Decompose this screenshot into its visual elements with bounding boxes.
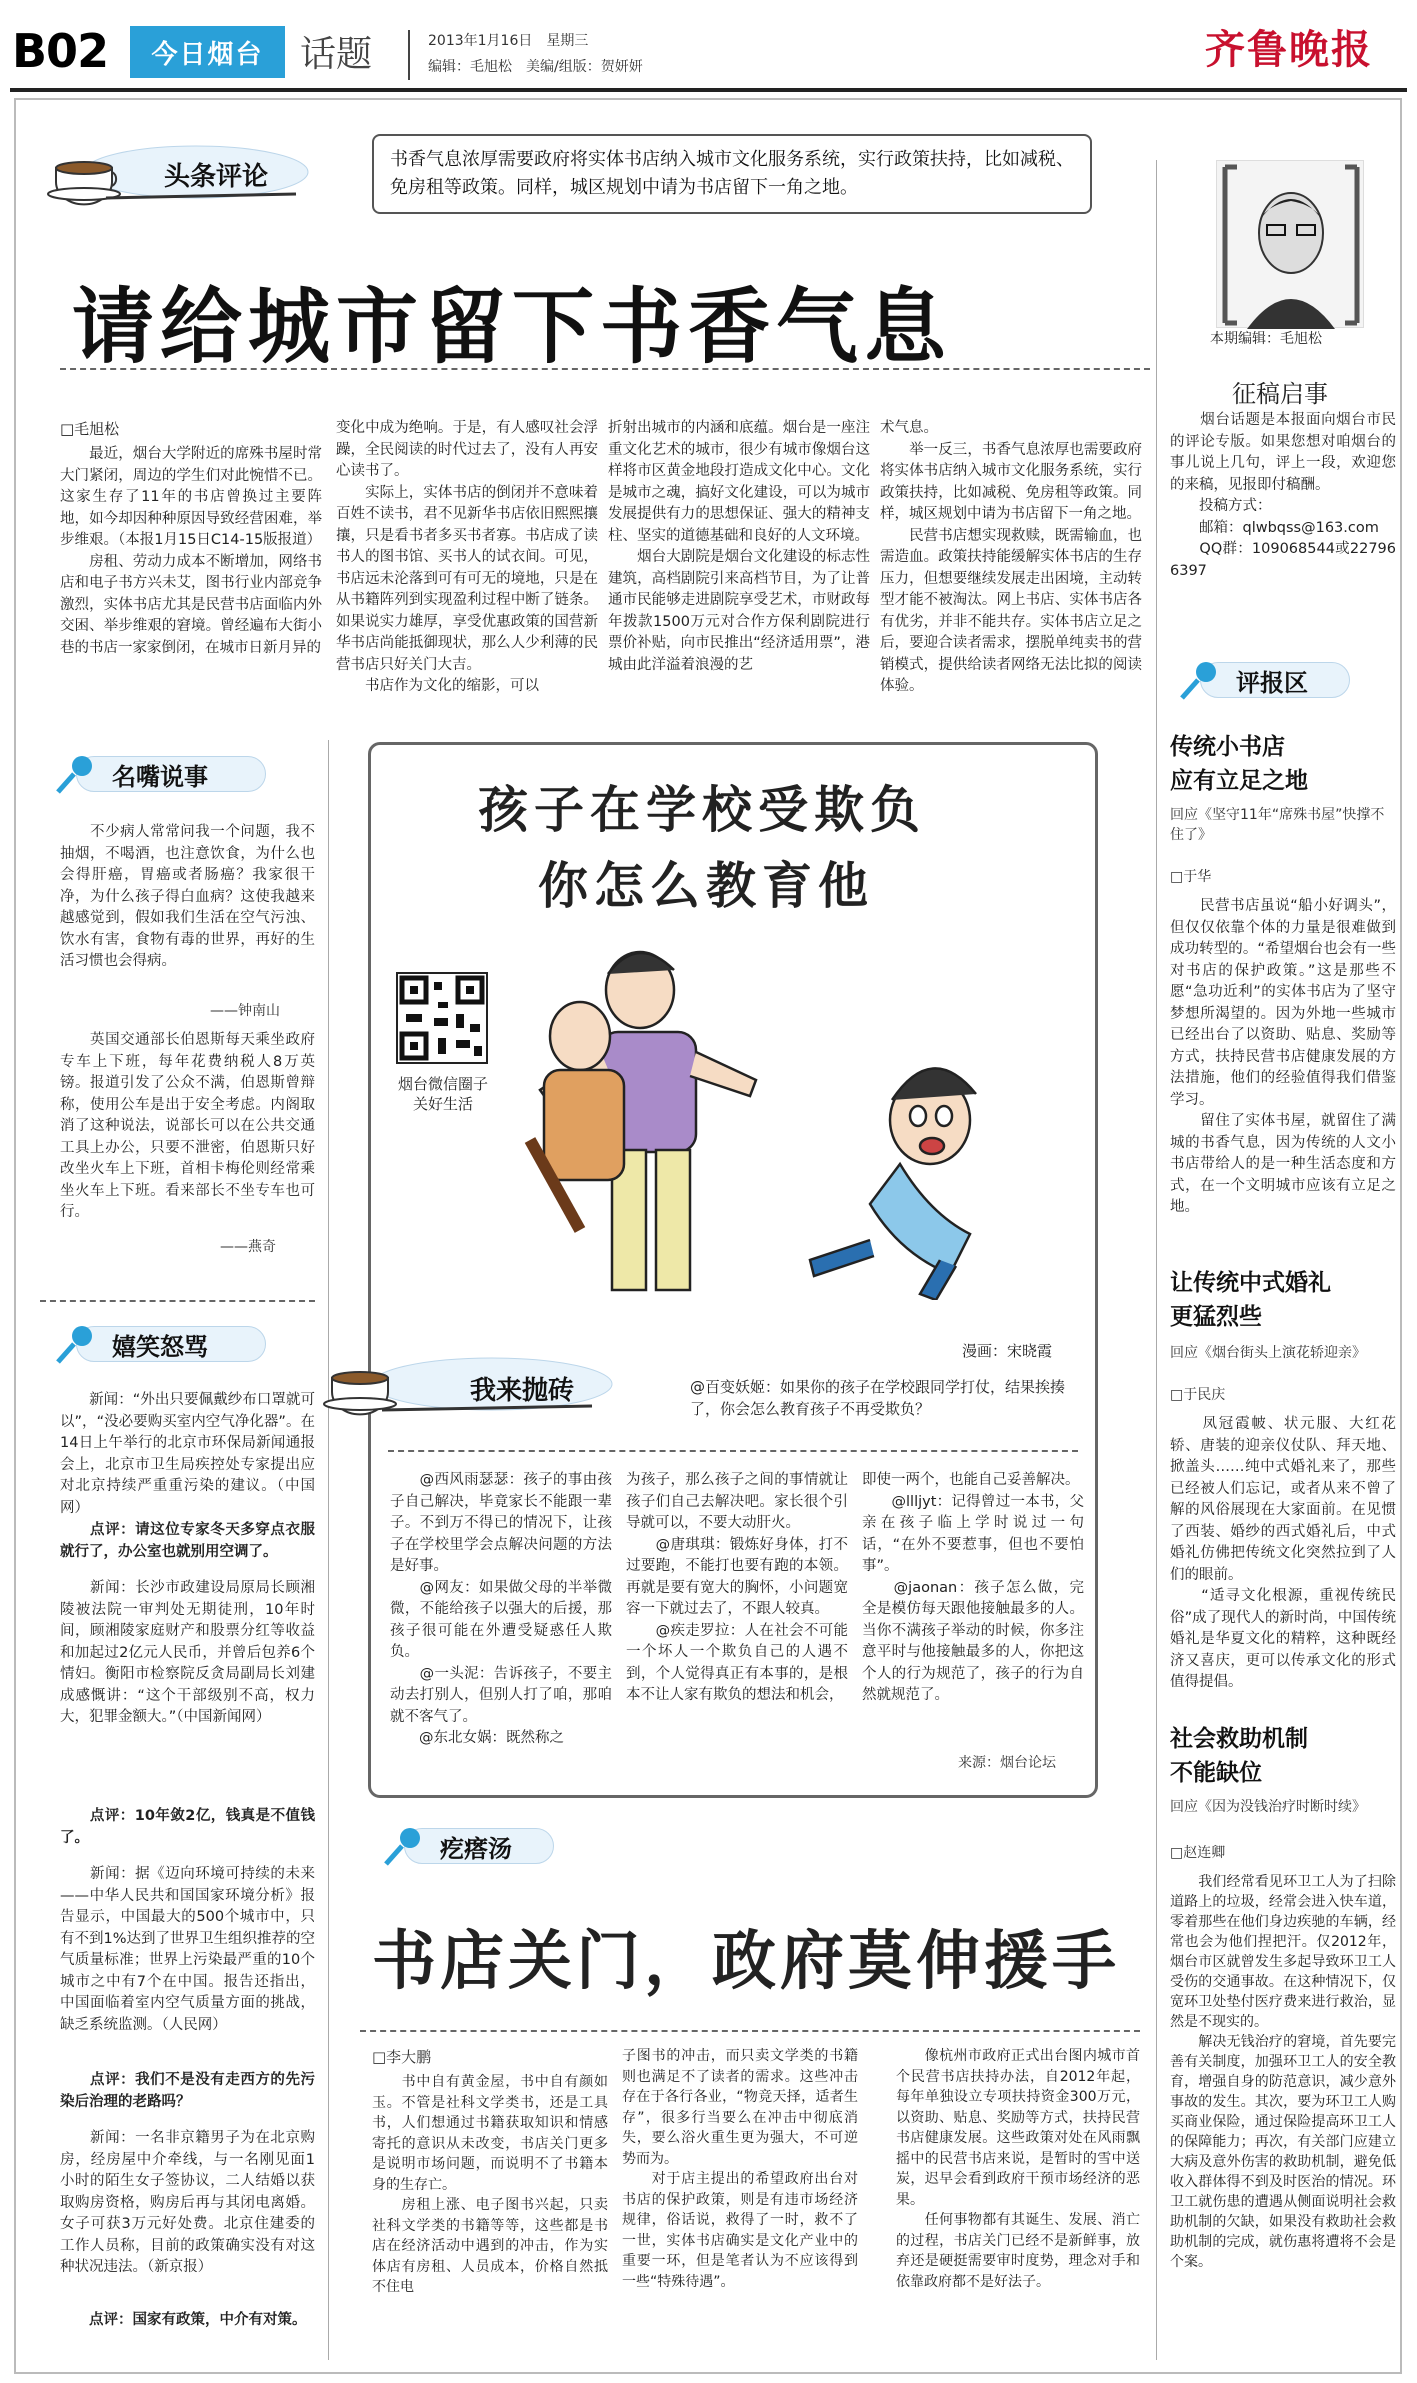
review-body-1: 民营书店虽说“船小好调头”，但仅仅依靠个体的力量是很难做到成功转型的。“希望烟台也会有一些对书店的保护政策。”这是那些不愿“急功近利”的实体书店为了坚守梦想所渴望的。因为外地一些城市已经出台了以资助、贴息、奖励等方式，扶持民营书店健康发展的方法措施，他们的经验值得我们借鉴学习。 留住了实体书屋，就留住了满城的书香气息，因为传统的人文小书店带给人的是一种生活态度和方式，在一个文明城市应该有立足之地。 [1170,898,1396,1215]
bottom-column-2: 子图书的冲击，而只卖文学类的书籍则也满足不了读者的需求。这些冲击存在于各行各业，“物竞天择，适者生存”，很多行当要么在冲击中彻底消失，要么浴火重生更为强大，不可逆势而为。 对于店主提出的希望政府出台对书店的保护政策，则是有违市场经济规律，俗话说，救得了一时，救不了一世，实体书店确实是文化产业中的重要一环，但是笔者认为不应该得到一些“特殊待遇”。 [622,2048,858,2290]
newspaper-logo: 齐鲁晚报 [1205,26,1373,73]
review-title-1: 传统小书店 应有立足之地 [1170,734,1308,794]
feature-title-line-2: 你怎么教育他 [538,857,874,915]
review-title-3: 社会救助机制 不能缺位 [1170,1726,1308,1786]
lead-badge-label: 头条评论 [164,162,269,192]
microphone-icon [52,752,96,796]
bottom-headline: 书店关门，政府莫伸援手 [372,1925,1120,1999]
bottom-column-1: 书中自有黄金屋，书中自有颜如玉。不管是社科文学类书，还是工具书，人们想通过书籍获取知识和情感寄托的意识从未改变，书店关门更多是说明市场问题，而说明不了书籍本身的生存亡。 房租上涨、电子图书兴起，只卖社科文学类的书籍等等，这些都是书店在经济活动中遇到的冲击，作为实体店有房租、人员成本，价格自然抵不住电 [372,2074,608,2295]
throw-badge [322,1340,622,1430]
editor-label: 本期编辑：毛旭松 [1210,331,1322,347]
qr-caption: 烟台微信圈子 关好生活 [397,1075,488,1113]
microphone-icon [380,1824,424,1868]
gossip-item-2: 英国交通部长伯恩斯每天乘坐政府专车上下班，每年花费纳税人8万英镑。报道引发了公众不满，伯恩斯曾辩称，使用公车是出于安全考虑。内阁取消了这种说法，说部长可以在公共交通工具上办公，只要不泄密，伯恩斯只好改坐火车上下班，首相卡梅伦则经常乘坐火车上下班。看来部长不坐专车也可行。 [60,1032,315,1220]
cartoon-credit: 漫画：宋晓霞 [962,1342,1053,1360]
lead-headline: 请给城市留下书香气息 [72,280,953,375]
gossip-badge [52,752,208,796]
header-divider [408,30,410,80]
laugh-news-3: 新闻：据《迈向环境可持续的未来——中华人民共和国国家环境分析》报告显示，中国最大的500个城市中，只有不到1%达到了世界卫生组织推荐的空气质量标准；世界上污染最严重的10个城市之中有7个在中国。报告还指出，中国面临着室内空气质量方面的挑战，缺乏系统监测。（人民网） [60,1866,316,2033]
dashed-rule [60,368,1150,370]
section-tab[interactable]: 今日烟台 [130,26,285,78]
review-author-1: □于华 [1170,869,1212,885]
qr-code[interactable] [396,972,488,1064]
issue-credits: 编辑：毛旭松 美编/组版：贺妍妍 [428,59,643,75]
feature-title-line-1: 孩子在学校受欺负 [478,781,926,839]
dashed-rule [388,1450,1078,1452]
throw-badge-label: 我来抛砖 [470,1376,575,1406]
dashed-rule [360,2030,1140,2032]
ulcer-badge [380,1824,512,1868]
notice-body: 烟台话题是本报面向烟台市民的评论专版。如果您想对咱烟台的事儿说上几句，评上一段，欢迎您的来稿，见报即付稿酬。 投稿方式： 邮箱：qlwbqss@163.com QQ群：109068544或227966397 [1170,412,1396,579]
notice-title: 征稿启事 [1232,380,1328,408]
review-title-2: 让传统中式婚礼 更猛烈些 [1170,1270,1331,1330]
bottom-column-3: 像杭州市政府正式出台图内城市首个民营书店扶持办法，自2012年起，每年单独设立专项扶持资金300万元，以资助、贴息、奖励等方式，扶持民营书店健康发展。这些政策对处在风雨飘摇中的民营书店来说，是暂时的雪中送炭，迟早会看到政府干预市场经济的恶果。 任何事物都有其诞生、发展、消亡的过程，书店关门已经不是新鲜事，放弃还是硬挺需要审时度势，理念对手和依靠政府都不是好法子。 [896,2048,1140,2290]
review-body-2: 凤冠霞帔、状元服、大红花轿、唐装的迎亲仪仗队、拜天地、掀盖头……纯中式婚礼来了，那些已经被人们忘记，或者从来不曾了解的风俗展现在大家面前。在见惯了西装、婚纱的西式婚礼后，中式婚礼仿佛把传统文化突然拉到了人们的眼前。 “适寻文化根源，重视传统民俗”成了现代人的新时尚，中国传统婚礼是华夏文化的精粹，这种既经济又喜庆，更可以传承文化的形式值得提倡。 [1170,1416,1396,1690]
review-ref-2: 回应《烟台街头上演花轿迎亲》 [1170,1345,1366,1361]
lead-column-1: 最近，烟台大学附近的席殊书屋时常大门紧闭，周边的学生们对此惋惜不已。这家生存了11年的书店曾换过主要阵地，如今却因种种原因导致经营困难，举步维艰。（本报1月15日C14-15版报道） 房租、劳动力成本不断增加，网络书店和电子书方兴未艾，图书行业内部竞争激烈，实体书店尤其是民营书店面临内外交困、举步维艰的窘境。曾经遍布大街小巷的书店一家家倒闭，在城市日新月异的 [60,446,322,656]
lead-column-4: 术气息。 举一反三，书香气息浓厚也需要政府将实体书店纳入城市文化服务系统，实行政策扶持，比如减税、免房租等政策。同样，城区规划中请为书店留下一角之地。 民营书店想实现救赎，既需输血，也需造血。政策扶持能缓解实体书店的生存压力，但想要继续发展走出困境，主动转型才能不被淘汰。网上书店、实体书店各有优劣，并非不能共存。实体书店立足之后，要迎合读者需求，摆脱单纯卖书的营销模式，提供给读者网络无法比拟的阅读体验。 [880,420,1142,694]
review-badge-label: 评报区 [1236,668,1308,697]
lead-author: □毛旭松 [60,420,120,438]
left-column-separator [328,740,329,2360]
review-badge [1176,658,1308,702]
lead-summary-box: 书香气息浓厚需要政府将实体书店纳入城市文化服务系统，实行政策扶持，比如减税、免房租等政策。同样，城区规划中请为书店留下一角之地。 [372,134,1092,214]
editor-photo [1216,160,1364,328]
gossip-item-1: 不少病人常常问我一个问题，我不抽烟，不喝酒，也注意饮食，为什么也会得肝癌，胃癌或者肠癌？我家很干净，为什么孩子得白血病？这使我越来越感觉到，假如我们生活在空气污浊、饮水有害，食物有毒的世界，再好的生活习惯也会得病。 [60,824,315,969]
laugh-badge-label: 嬉笑怒骂 [112,1332,208,1361]
laugh-news-2: 新闻：长沙市政建设局原局长顾湘陵被法院一审判处无期徒刑，10年时间，顾湘陵家庭财产和股票分红等收益和加起过2亿元人民币，并曾后包养6个情妇。衡阳市检察院反贪局副局长刘建成感慨讲：“这个干部级别不高，权力大，犯罪金额大。”（中国新闻网） [60,1580,315,1725]
laugh-comment-1: 点评：请这位专家冬天多穿点衣服就行了，办公室也就别用空调了。 [60,1522,315,1560]
gossip-badge-label: 名嘴说事 [112,762,208,791]
section-topic: 话题 [300,34,373,75]
laugh-comment-3: 点评：我们不是没有走西方的先污染后治理的老路吗？ [60,2072,315,2110]
feature-replies-3: 即使一两个，也能自己妥善解决。 @llljyt：记得曾过一本书，父亲在孩子临上学时说过一句话，“在外不要惹事，但也不要怕事”。 @jaonan：孩子怎么做，完全是模仿每天跟他接触最多的人。当你不满孩子举动的时候，你多注意平时与他接触最多的人，你把这个人的行为规范了，孩子的行为自然就规范了。 [862,1472,1084,1703]
laugh-comment-4: 点评：国家有政策，中介有对策。 [60,2312,307,2328]
bottom-author: □李大鹏 [372,2048,432,2066]
lead-column-3: 折射出城市的内涵和底蕴。烟台是一座注重文化艺术的城市，很少有城市像烟台这样将市区黄金地段打造成文化中心。文化是城市之魂，搞好文化建设，可以为城市发展提供有力的思想保证、强大的精神支柱、坚实的道德基础和良好的人文环境。 烟台大剧院是烟台文化建设的标志性建筑，高档剧院引来高档节目，为了让普通市民能够走进剧院享受艺术，市财政每年拨款1500万元对合作方保利剧院进行票价补贴，向市民推出“经济适用票”，港城由此洋溢着浪漫的艺 [608,420,870,673]
feature-replies-1: @西风雨瑟瑟：孩子的事由孩子自己解决，毕竟家长不能跟一辈子。不到万不得已的情况下，让孩子在学校里学会点解决问题的方法是好事。 @网友：如果做父母的半举微微，不能给孩子以强大的后援，那孩子很可能在外遭受疑惑任人欺负。 @一头泥：告诉孩子，不要主动去打别人，但别人打了咱，那咱就不客气了。 @东北女娲：既然称之 [390,1472,612,1746]
review-author-2: □于民庆 [1170,1387,1226,1403]
editor-portrait-icon [1217,161,1365,329]
microphone-icon [1176,658,1220,702]
laugh-news-1: 新闻：“外出只要佩戴纱布口罩就可以”，“没必要购买室内空气净化器”。在14日上午举行的北京市环保局新闻通报会上，北京市卫生局疾控处专家提出应对北京持续严重重污染的建议。（中国网） [60,1392,315,1516]
review-author-3: □赵连卿 [1170,1845,1226,1861]
review-ref-3: 回应《因为没钱治疗时断时续》 [1170,1799,1366,1815]
page-number: B02 [12,24,109,78]
feature-question: @百变妖姬：如果你的孩子在学校跟同学打仗，结果挨揍了，你会怎么教育孩子不再受欺负？ [690,1378,1066,1418]
laugh-badge [52,1322,208,1366]
laugh-comment-2: 点评：10年敛2亿，钱真是不值钱了。 [60,1808,315,1846]
lead-column-2: 变化中成为绝响。于是，有人感叹社会浮躁，全民阅读的时代过去了，没有人再安心读书了。 实际上，实体书店的倒闭并不意味着百姓不读书，君不见新华书店依旧熙熙攘攘，只是看书者多买书者寡。书店成了读书人的图书馆、买书人的试衣间。可见，书店远未沦落到可有可无的境地，只是在从书籍阵列到实现盈利过程中断了链条。如果说实力雄厚，享受优惠政策的国营新华书店尚能抵御现状，那么人少利薄的民营书店只好关门大吉。 书店作为文化的缩影，可以 [336,420,598,694]
review-body-3: 我们经常看见环卫工人为了扫除道路上的垃圾，经常会进入快车道，零着那些在他们身边疾驰的车辆，经常也会为他们捏把汗。仅2012年，烟台市区就曾发生多起导致环卫工人受伤的交通事故。在这种情况下，仅宽环卫处垫付医疗费来进行救治，显然是不现实的。 解决无钱治疗的窘境，首先要完善有关制度，加强环卫工人的安全教育，增强自身的防范意识，减少意外事故的发生。其次，要为环卫工人购买商业保险，通过保险提高环卫工人的保障能力；再次，有关部门应建立大病及意外伤害的救助机制，避免低收入群体得不到及时医治的情况。环卫工就伤患的遭遇从侧面说明社会救助机制的欠缺，如果没有救助社会救助机制的完成，就伤惠将遭将不会是个案。 [1170,1874,1396,2270]
lead-badge [46,136,311,206]
microphone-icon [52,1322,96,1366]
header-rule [10,88,1407,92]
dashed-rule [40,1300,315,1302]
feature-source: 来源：烟台论坛 [958,1755,1056,1771]
feature-replies-2: 为孩子，那么孩子之间的事情就让孩子们自己去解决吧。家长很个引导就可以，不要大动肝火。 @唐琪琪：锻炼好身体，打不过要跑，不能打也要有跑的本领。再就是要有宽大的胸怀，小问题宽容一下就过去了，不跟人较真。 @疾走罗拉：人在社会不可能一个坏人一个欺负自己的人遇不到，个人觉得真正有本事的，是根本不让人家有欺负的想法和机会， [626,1472,848,1703]
issue-date: 2013年1月16日 星期三 [428,33,589,49]
laugh-news-4: 新闻：一名非京籍男子为在北京购房，经房屋中介牵线，与一名刚见面1小时的陌生女子签协议，二人结婚以获取购房资格，购房后再与其闭电离婚。女子可获3万元好处费。北京住建委的工作人员称，目前的政策确实没有对这种状况违法。（新京报） [60,2130,315,2275]
right-column-separator [1156,160,1157,2360]
ulcer-badge-label: 疙瘩汤 [440,1834,512,1863]
qr-code-icon [398,974,486,1062]
gossip-signature-2: ——燕奇 [220,1239,276,1255]
gossip-signature-1: ——钟南山 [210,1003,280,1019]
bullying-cartoon [520,940,1076,1300]
review-ref-1: 回应《坚守11年“席殊书屋”快撑不住了》 [1170,807,1385,843]
